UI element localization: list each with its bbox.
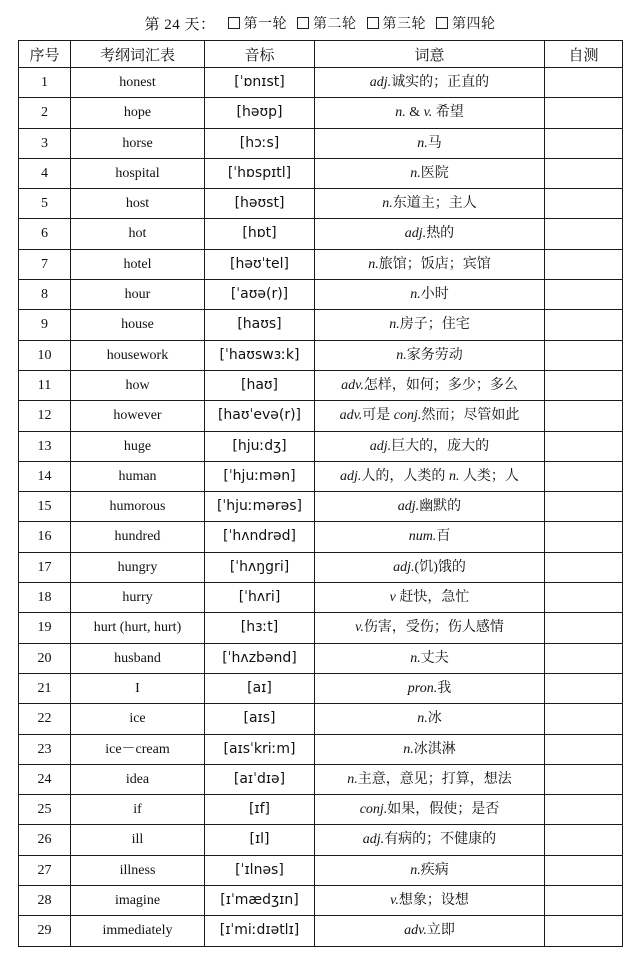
table-row bbox=[19, 340, 623, 370]
table-row bbox=[19, 461, 623, 491]
cell-no: 5 bbox=[19, 189, 71, 219]
cell-meaning: adj.诚实的；正直的 bbox=[315, 68, 545, 98]
cell-no: 3 bbox=[19, 128, 71, 158]
table-row bbox=[19, 280, 623, 310]
cell-word: husband bbox=[71, 643, 205, 673]
round-label: 第三轮 bbox=[382, 17, 426, 32]
cell-self[interactable] bbox=[545, 825, 623, 855]
cell-no: 19 bbox=[19, 613, 71, 643]
round-item-1[interactable] bbox=[228, 13, 288, 33]
table-row bbox=[19, 401, 623, 431]
cell-word: hotel bbox=[71, 249, 205, 279]
cell-no: 4 bbox=[19, 158, 71, 188]
table-row bbox=[19, 734, 623, 764]
table-row bbox=[19, 764, 623, 794]
cell-pron: [ˈhʌndrəd] bbox=[205, 522, 315, 552]
cell-pron: [həʊst] bbox=[205, 189, 315, 219]
table-row bbox=[19, 916, 623, 946]
cell-meaning: adv.怎样，如何；多少；多么 bbox=[315, 370, 545, 400]
table-row bbox=[19, 522, 623, 552]
cell-pron: [ɪˈmædʒɪn] bbox=[205, 886, 315, 916]
cell-pron: [ˈhʌzbənd] bbox=[205, 643, 315, 673]
cell-no: 2 bbox=[19, 98, 71, 128]
table-row bbox=[19, 673, 623, 703]
table-row bbox=[19, 249, 623, 279]
cell-pron: [ˈhjuːmərəs] bbox=[205, 492, 315, 522]
table-row bbox=[19, 825, 623, 855]
cell-self[interactable] bbox=[545, 219, 623, 249]
table-row bbox=[19, 704, 623, 734]
cell-no: 24 bbox=[19, 764, 71, 794]
cell-meaning: n.冰 bbox=[315, 704, 545, 734]
table-row bbox=[19, 583, 623, 613]
cell-self[interactable] bbox=[545, 613, 623, 643]
cell-self[interactable] bbox=[545, 552, 623, 582]
cell-meaning: pron.我 bbox=[315, 673, 545, 703]
cell-word: host bbox=[71, 189, 205, 219]
table-row bbox=[19, 68, 623, 98]
round-item-3[interactable] bbox=[367, 13, 427, 33]
page-header bbox=[18, 8, 622, 38]
cell-no: 7 bbox=[19, 249, 71, 279]
cell-meaning: adj.(饥)饿的 bbox=[315, 552, 545, 582]
cell-meaning: n.冰淇淋 bbox=[315, 734, 545, 764]
cell-no: 12 bbox=[19, 401, 71, 431]
cell-word: however bbox=[71, 401, 205, 431]
cell-no: 17 bbox=[19, 552, 71, 582]
cell-pron: [ˈhɒspɪtl] bbox=[205, 158, 315, 188]
cell-no: 23 bbox=[19, 734, 71, 764]
table-row bbox=[19, 370, 623, 400]
cell-self[interactable] bbox=[545, 643, 623, 673]
cell-self[interactable] bbox=[545, 128, 623, 158]
cell-pron: [aɪs] bbox=[205, 704, 315, 734]
cell-pron: [ˈaʊə(r)] bbox=[205, 280, 315, 310]
cell-word: idea bbox=[71, 764, 205, 794]
cell-pron: [ɪf] bbox=[205, 795, 315, 825]
cell-pron: [ˈhjuːmən] bbox=[205, 461, 315, 491]
cell-word: housework bbox=[71, 340, 205, 370]
cell-word: human bbox=[71, 461, 205, 491]
cell-word: hospital bbox=[71, 158, 205, 188]
cell-meaning: adv.立即 bbox=[315, 916, 545, 946]
cell-word: if bbox=[71, 795, 205, 825]
vocabulary-table bbox=[18, 40, 623, 947]
table-header-row bbox=[19, 41, 623, 68]
cell-pron: [həʊˈtel] bbox=[205, 249, 315, 279]
cell-meaning: n.旅馆；饭店；宾馆 bbox=[315, 249, 545, 279]
cell-self[interactable] bbox=[545, 492, 623, 522]
column-header-word: 考纲词汇表 bbox=[71, 41, 205, 68]
table-row bbox=[19, 886, 623, 916]
table-row bbox=[19, 795, 623, 825]
cell-meaning: n.主意，意见；打算，想法 bbox=[315, 764, 545, 794]
cell-meaning: n.家务劳动 bbox=[315, 340, 545, 370]
cell-self[interactable] bbox=[545, 764, 623, 794]
cell-word: hundred bbox=[71, 522, 205, 552]
cell-meaning: n.疾病 bbox=[315, 855, 545, 885]
cell-self[interactable] bbox=[545, 704, 623, 734]
cell-word: ill bbox=[71, 825, 205, 855]
cell-no: 21 bbox=[19, 673, 71, 703]
cell-pron: [ˈhʌri] bbox=[205, 583, 315, 613]
cell-no: 25 bbox=[19, 795, 71, 825]
cell-pron: [aɪsˈkriːm] bbox=[205, 734, 315, 764]
cell-no: 1 bbox=[19, 68, 71, 98]
cell-meaning: adj.人的，人类的 n. 人类；人 bbox=[315, 461, 545, 491]
table-row bbox=[19, 855, 623, 885]
cell-self[interactable] bbox=[545, 855, 623, 885]
table-row bbox=[19, 552, 623, 582]
cell-no: 16 bbox=[19, 522, 71, 552]
cell-word: ice bbox=[71, 704, 205, 734]
cell-word: hurt (hurt, hurt) bbox=[71, 613, 205, 643]
cell-pron: [aɪˈdɪə] bbox=[205, 764, 315, 794]
cell-no: 10 bbox=[19, 340, 71, 370]
cell-pron: [ɪl] bbox=[205, 825, 315, 855]
cell-word: hour bbox=[71, 280, 205, 310]
cell-pron: [aɪ] bbox=[205, 673, 315, 703]
cell-pron: [həʊp] bbox=[205, 98, 315, 128]
cell-no: 27 bbox=[19, 855, 71, 885]
cell-self[interactable] bbox=[545, 158, 623, 188]
cell-self[interactable] bbox=[545, 370, 623, 400]
table-row bbox=[19, 158, 623, 188]
cell-self[interactable] bbox=[545, 461, 623, 491]
cell-meaning: adj.幽默的 bbox=[315, 492, 545, 522]
cell-meaning: n. & v. 希望 bbox=[315, 98, 545, 128]
cell-word: hot bbox=[71, 219, 205, 249]
checkbox-icon[interactable] bbox=[228, 17, 240, 29]
column-header-no: 序号 bbox=[19, 41, 71, 68]
cell-no: 6 bbox=[19, 219, 71, 249]
cell-self[interactable] bbox=[545, 68, 623, 98]
cell-pron: [haʊs] bbox=[205, 310, 315, 340]
cell-self[interactable] bbox=[545, 522, 623, 552]
cell-pron: [hɔːs] bbox=[205, 128, 315, 158]
round-item-2[interactable] bbox=[297, 13, 357, 33]
checkbox-icon[interactable] bbox=[297, 17, 309, 29]
cell-meaning: n.丈夫 bbox=[315, 643, 545, 673]
column-header-pron: 音标 bbox=[205, 41, 315, 68]
checkbox-icon[interactable] bbox=[367, 17, 379, 29]
cell-pron: [hɒt] bbox=[205, 219, 315, 249]
cell-word: ice－cream bbox=[71, 734, 205, 764]
cell-meaning: num.百 bbox=[315, 522, 545, 552]
table-row bbox=[19, 310, 623, 340]
cell-word: honest bbox=[71, 68, 205, 98]
cell-no: 29 bbox=[19, 916, 71, 946]
cell-meaning: n.房子；住宅 bbox=[315, 310, 545, 340]
cell-self[interactable] bbox=[545, 431, 623, 461]
cell-pron: [haʊˈevə(r)] bbox=[205, 401, 315, 431]
cell-meaning: n.医院 bbox=[315, 158, 545, 188]
cell-word: hope bbox=[71, 98, 205, 128]
cell-pron: [hjuːdʒ] bbox=[205, 431, 315, 461]
cell-word: house bbox=[71, 310, 205, 340]
cell-self[interactable] bbox=[545, 310, 623, 340]
cell-meaning: n.小时 bbox=[315, 280, 545, 310]
cell-self[interactable] bbox=[545, 340, 623, 370]
cell-self[interactable] bbox=[545, 734, 623, 764]
column-header-self: 自测 bbox=[545, 41, 623, 68]
cell-word: imagine bbox=[71, 886, 205, 916]
round-item-4[interactable] bbox=[436, 13, 496, 33]
cell-word: hurry bbox=[71, 583, 205, 613]
cell-word: I bbox=[71, 673, 205, 703]
cell-meaning: n.东道主；主人 bbox=[315, 189, 545, 219]
cell-self[interactable] bbox=[545, 98, 623, 128]
cell-word: humorous bbox=[71, 492, 205, 522]
cell-no: 22 bbox=[19, 704, 71, 734]
cell-no: 26 bbox=[19, 825, 71, 855]
column-header-meaning: 词意 bbox=[315, 41, 545, 68]
cell-self[interactable] bbox=[545, 886, 623, 916]
round-label: 第二轮 bbox=[313, 17, 357, 32]
cell-self[interactable] bbox=[545, 189, 623, 219]
cell-meaning: v.想象；设想 bbox=[315, 886, 545, 916]
table-row bbox=[19, 219, 623, 249]
cell-no: 8 bbox=[19, 280, 71, 310]
cell-pron: [ˈhʌŋgri] bbox=[205, 552, 315, 582]
cell-no: 20 bbox=[19, 643, 71, 673]
cell-pron: [ˈɒnɪst] bbox=[205, 68, 315, 98]
cell-meaning: v.伤害，受伤；伤人感情 bbox=[315, 613, 545, 643]
cell-no: 9 bbox=[19, 310, 71, 340]
cell-self[interactable] bbox=[545, 673, 623, 703]
cell-meaning: conj.如果，假使；是否 bbox=[315, 795, 545, 825]
cell-no: 15 bbox=[19, 492, 71, 522]
cell-word: how bbox=[71, 370, 205, 400]
cell-word: huge bbox=[71, 431, 205, 461]
cell-self[interactable] bbox=[545, 795, 623, 825]
cell-no: 11 bbox=[19, 370, 71, 400]
table-row bbox=[19, 98, 623, 128]
cell-self[interactable] bbox=[545, 583, 623, 613]
page-title: 第 24 天： bbox=[144, 16, 216, 33]
table-row bbox=[19, 613, 623, 643]
cell-self[interactable] bbox=[545, 401, 623, 431]
table-row bbox=[19, 643, 623, 673]
cell-meaning: v 赶快，急忙 bbox=[315, 583, 545, 613]
cell-no: 28 bbox=[19, 886, 71, 916]
table-row bbox=[19, 431, 623, 461]
cell-self[interactable] bbox=[545, 916, 623, 946]
checkbox-icon[interactable] bbox=[436, 17, 448, 29]
cell-no: 14 bbox=[19, 461, 71, 491]
cell-self[interactable] bbox=[545, 280, 623, 310]
cell-meaning: adj.有病的；不健康的 bbox=[315, 825, 545, 855]
cell-meaning: adj.热的 bbox=[315, 219, 545, 249]
round-label: 第四轮 bbox=[452, 17, 496, 32]
table-row bbox=[19, 128, 623, 158]
cell-no: 18 bbox=[19, 583, 71, 613]
cell-meaning: adv.可是 conj.然而；尽管如此 bbox=[315, 401, 545, 431]
cell-word: hungry bbox=[71, 552, 205, 582]
table-row bbox=[19, 492, 623, 522]
table-row bbox=[19, 189, 623, 219]
cell-meaning: adj.巨大的，庞大的 bbox=[315, 431, 545, 461]
cell-pron: [ˈhaʊswɜːk] bbox=[205, 340, 315, 370]
cell-pron: [hɜːt] bbox=[205, 613, 315, 643]
cell-meaning: n.马 bbox=[315, 128, 545, 158]
cell-no: 13 bbox=[19, 431, 71, 461]
cell-pron: [ˈɪlnəs] bbox=[205, 855, 315, 885]
cell-word: horse bbox=[71, 128, 205, 158]
cell-self[interactable] bbox=[545, 249, 623, 279]
cell-word: immediately bbox=[71, 916, 205, 946]
round-label: 第一轮 bbox=[243, 17, 287, 32]
cell-word: illness bbox=[71, 855, 205, 885]
cell-pron: [ɪˈmiːdɪətlɪ] bbox=[205, 916, 315, 946]
cell-pron: [haʊ] bbox=[205, 370, 315, 400]
